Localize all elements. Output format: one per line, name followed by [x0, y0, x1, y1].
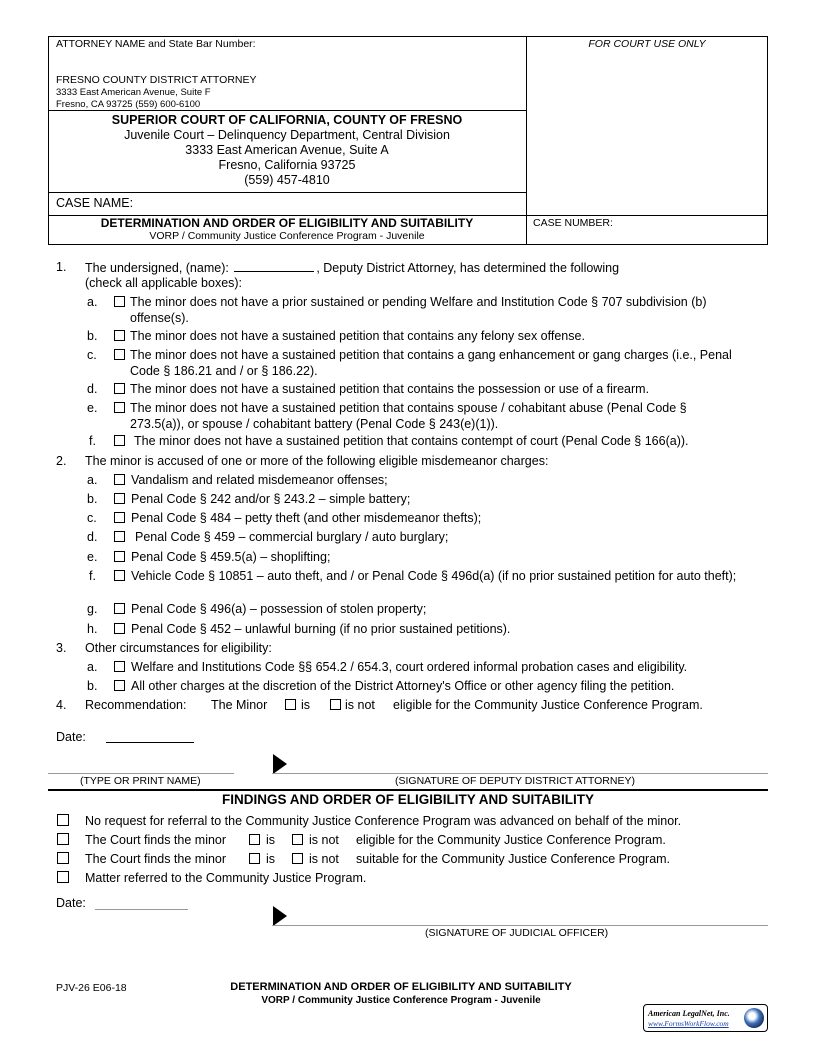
attorney-address-2: Fresno, CA 93725 (559) 600-6100 [56, 99, 201, 110]
s2-text-e: Penal Code § 459.5(a) – shoplifting; [131, 550, 331, 564]
s2-letter-f: f. [89, 569, 96, 583]
section-1-number: 1. [56, 260, 67, 274]
s2-letter-c: c. [87, 511, 97, 525]
dda-signature-label: (SIGNATURE OF DEPUTY DISTRICT ATTORNEY) [395, 775, 635, 787]
s2-checkbox-b[interactable] [114, 493, 125, 504]
s2-letter-b: b. [87, 492, 98, 506]
findings-court-finds-2: The Court finds the minor [85, 852, 227, 866]
court-line-2: 3333 East American Avenue, Suite A [185, 143, 389, 157]
findings-line-4: Matter referred to the Community Justice Program. [85, 871, 367, 885]
case-name-label: CASE NAME: [56, 196, 134, 210]
section-3-intro: Other circumstances for eligibility: [85, 641, 272, 655]
s2-text-h: Penal Code § 452 – unlawful burning (if no prior sustained petitions). [131, 622, 511, 636]
s2-letter-h: h. [87, 622, 98, 636]
suitable-is-not-label: is not [309, 852, 339, 866]
sign-here-arrow-icon [273, 754, 287, 774]
attorney-org: FRESNO COUNTY DISTRICT ATTORNEY [56, 74, 257, 86]
date-label-2: Date: [56, 896, 86, 910]
s3-letter-b: b. [87, 679, 98, 693]
s2-text-c: Penal Code § 484 – petty theft (and other misdemeanor thefts); [131, 511, 482, 525]
s3-checkbox-a[interactable] [114, 661, 125, 672]
form-title: DETERMINATION AND ORDER OF ELIGIBILITY AND SUITABILITY [100, 216, 474, 230]
date-line-2[interactable] [95, 909, 188, 910]
logo-url: www.FormsWorkFlow.com [648, 1019, 729, 1028]
s1-letter-e: e. [87, 401, 98, 415]
section-2-intro: The minor is accused of one or more of the following eligible misdemeanor charges: [85, 454, 549, 468]
court-line-4: (559) 457-4810 [244, 173, 330, 187]
eligible-is-checkbox[interactable] [249, 834, 260, 845]
suitable-is-checkbox[interactable] [249, 853, 260, 864]
sign-here-arrow-icon-2 [273, 906, 287, 926]
s2-checkbox-e[interactable] [114, 551, 125, 562]
rec-is-checkbox[interactable] [285, 699, 296, 710]
legalnet-logo [643, 1004, 768, 1032]
findings-divider [48, 789, 768, 791]
s2-text-g: Penal Code § 496(a) – possession of stolen property; [131, 602, 427, 616]
form-subtitle: VORP / Community Justice Conference Program - Juvenile [149, 230, 425, 242]
findings-title: FINDINGS AND ORDER OF ELIGIBILITY AND SUITABILITY [221, 792, 594, 807]
s3-text-a: Welfare and Institutions Code §§ 654.2 / 654.3, court ordered informal probation cases and eligibility. [131, 660, 688, 674]
attorney-label: ATTORNEY NAME and State Bar Number: [56, 38, 256, 50]
court-use-only-label: FOR COURT USE ONLY [588, 38, 706, 50]
s1-letter-c: c. [87, 348, 97, 362]
judicial-signature-line[interactable] [272, 925, 768, 926]
s3-checkbox-b[interactable] [114, 680, 125, 691]
s1-text-f: The minor does not have a sustained petition that contains contempt of court (Penal Code § 166(a)). [134, 434, 689, 448]
section-1-intro-tail: , Deputy District Attorney, has determined the following [316, 261, 620, 275]
suitable-is-label: is [266, 852, 276, 866]
s1-checkbox-f[interactable] [114, 435, 125, 446]
eligible-is-label: is [266, 833, 276, 847]
s1-checkbox-d[interactable] [114, 383, 125, 394]
s2-letter-g: g. [87, 602, 98, 616]
form-title-block [48, 217, 526, 243]
header-divider [526, 36, 527, 245]
s2-checkbox-g[interactable] [114, 603, 125, 614]
globe-icon [744, 1008, 764, 1028]
s1-text-b: The minor does not have a sustained petition that contains any felony sex offense. [130, 329, 585, 343]
rec-is-not-label: is not [345, 698, 375, 712]
header-line-2 [48, 192, 526, 193]
section-2-number: 2. [56, 454, 67, 468]
form-id: PJV-26 E06-18 [56, 982, 127, 994]
findings-checkbox-4[interactable] [57, 871, 69, 883]
s2-text-d: Penal Code § 459 – commercial burglary / auto burglary; [135, 530, 449, 544]
findings-checkbox-3[interactable] [57, 852, 69, 864]
eligible-tail: eligible for the Community Justice Conference Program. [356, 833, 666, 847]
section-1-intro [85, 259, 619, 276]
name-input-line[interactable] [234, 259, 314, 272]
s2-letter-e: e. [87, 550, 98, 564]
footer-title-block [200, 981, 602, 1007]
s1-text-c: The minor does not have a sustained petition that contains a gang enhancement or gang charges (i.e., Penal Code § 186.21 and / or § 186.22). [130, 348, 732, 378]
eligible-is-not-checkbox[interactable] [292, 834, 303, 845]
s1-checkbox-e[interactable] [114, 402, 125, 413]
recommendation-minor: The Minor [211, 698, 268, 712]
s2-checkbox-c[interactable] [114, 512, 125, 523]
findings-court-finds-1: The Court finds the minor [85, 833, 227, 847]
s1-letter-d: d. [87, 382, 98, 396]
s1-text-a: The minor does not have a prior sustained or pending Welfare and Institution Code § 707 subdivision (b) offense(s). [130, 295, 707, 325]
s1-text-e: The minor does not have a sustained petition that contains spouse / cohabitant abuse (Penal Code § 273.5(a)), or spouse / cohabitant battery (Penal Code § 243(e)(1)). [130, 401, 687, 431]
type-print-name-label: (TYPE OR PRINT NAME) [80, 775, 201, 787]
s1-text-d: The minor does not have a sustained petition that contains the possession or use of a firearm. [130, 382, 650, 396]
court-title: SUPERIOR COURT OF CALIFORNIA, COUNTY OF FRESNO [111, 113, 463, 127]
s2-text-b: Penal Code § 242 and/or § 243.2 – simple battery; [131, 492, 411, 506]
s3-text-b: All other charges at the discretion of the District Attorney's Office or other agency filing the petition. [131, 679, 675, 693]
section-4-number: 4. [56, 698, 67, 712]
date-line-1[interactable] [106, 742, 194, 743]
s2-checkbox-d[interactable] [114, 531, 125, 542]
s2-letter-d: d. [87, 530, 98, 544]
section-1-name-label: The undersigned, (name): [85, 261, 229, 275]
rec-is-label: is [301, 698, 311, 712]
court-line-1: Juvenile Court – Delinquency Department, Central Division [124, 128, 450, 142]
s1-letter-a: a. [87, 295, 98, 309]
section-1-check-all: (check all applicable boxes): [85, 276, 243, 290]
findings-line-1: No request for referral to the Community Justice Conference Program was advanced on behalf of the minor. [85, 814, 682, 828]
s2-checkbox-a[interactable] [114, 474, 125, 485]
s3-letter-a: a. [87, 660, 98, 674]
s1-checkbox-b[interactable] [114, 330, 125, 341]
footer-title: DETERMINATION AND ORDER OF ELIGIBILITY AND SUITABILITY [230, 981, 572, 993]
dda-signature-line[interactable] [272, 773, 768, 774]
suitable-is-not-checkbox[interactable] [292, 853, 303, 864]
findings-checkbox-1[interactable] [57, 814, 69, 826]
date-label-1: Date: [56, 730, 86, 744]
case-number-label: CASE NUMBER: [533, 217, 613, 229]
findings-checkbox-2[interactable] [57, 833, 69, 845]
header-line-1 [48, 110, 526, 111]
judicial-signature-label: (SIGNATURE OF JUDICIAL OFFICER) [425, 927, 609, 939]
eligible-is-not-label: is not [309, 833, 339, 847]
recommendation-label: Recommendation: [85, 698, 187, 712]
s2-checkbox-h[interactable] [114, 623, 125, 634]
s1-letter-f: f. [89, 434, 96, 448]
court-block [48, 113, 526, 188]
court-line-3: Fresno, California 93725 [218, 158, 356, 172]
attorney-address-1: 3333 East American Avenue, Suite F [56, 87, 211, 98]
s2-text-a: Vandalism and related misdemeanor offenses; [131, 473, 388, 487]
rec-is-not-checkbox[interactable] [330, 699, 341, 710]
print-name-line[interactable] [48, 773, 234, 774]
s1-letter-b: b. [87, 329, 98, 343]
rec-tail: eligible for the Community Justice Conference Program. [393, 698, 703, 712]
s1-checkbox-c[interactable] [114, 349, 125, 360]
footer-subtitle: VORP / Community Justice Conference Program - Juvenile [261, 995, 541, 1006]
s2-letter-a: a. [87, 473, 98, 487]
logo-company: American LegalNet, Inc. [648, 1009, 730, 1018]
s1-checkbox-a[interactable] [114, 296, 125, 307]
s2-checkbox-f[interactable] [114, 570, 125, 581]
section-3-number: 3. [56, 641, 67, 655]
suitable-tail: suitable for the Community Justice Conference Program. [356, 852, 671, 866]
s2-text-f: Vehicle Code § 10851 – auto theft, and / or Penal Code § 496d(a) (if no prior sustained petition for auto theft); [131, 569, 737, 583]
